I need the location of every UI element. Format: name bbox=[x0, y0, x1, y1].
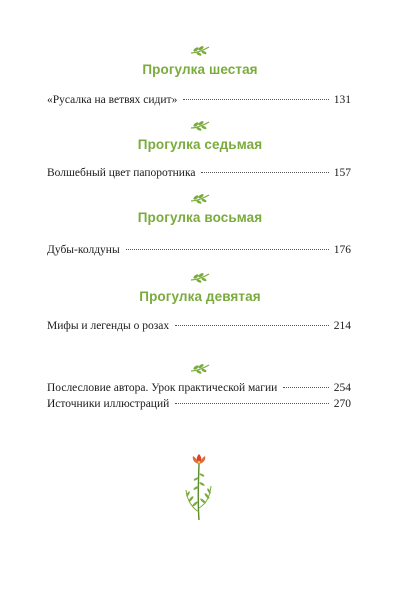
section-heading: Прогулка шестая bbox=[142, 62, 258, 77]
dot-leader bbox=[175, 325, 329, 326]
leaf-sprig-icon bbox=[189, 192, 211, 204]
toc-entry[interactable] bbox=[47, 244, 351, 260]
toc-entry[interactable] bbox=[47, 382, 351, 398]
entry-title: Мифы и легенды о розах bbox=[47, 320, 170, 332]
dot-leader bbox=[283, 387, 328, 388]
entry-title: Волшебный цвет папоротника bbox=[47, 167, 196, 179]
entry-page: 176 bbox=[333, 244, 351, 256]
section-heading: Прогулка восьмая bbox=[137, 210, 263, 225]
entry-page: 131 bbox=[333, 94, 351, 106]
leaf-sprig-icon bbox=[189, 362, 211, 374]
leaf-sprig-icon bbox=[189, 271, 211, 283]
dot-leader bbox=[183, 99, 328, 100]
entry-page: 157 bbox=[333, 167, 351, 179]
dot-leader bbox=[126, 249, 329, 250]
entry-title: Послесловие автора. Урок практической магии bbox=[47, 382, 278, 394]
entry-title: «Русалка на ветвях сидит» bbox=[47, 94, 178, 106]
entry-page: 270 bbox=[333, 398, 351, 410]
entry-page: 214 bbox=[333, 320, 351, 332]
fern-flower-icon bbox=[178, 452, 220, 522]
dot-leader bbox=[201, 172, 328, 173]
section-heading: Прогулка седьмая bbox=[137, 137, 263, 152]
leaf-sprig-icon bbox=[189, 119, 211, 131]
toc-entry[interactable] bbox=[47, 320, 351, 336]
dot-leader bbox=[175, 403, 328, 404]
toc-entry[interactable] bbox=[47, 167, 351, 183]
toc-entry[interactable] bbox=[47, 94, 351, 110]
section-heading: Прогулка девятая bbox=[139, 289, 261, 304]
toc-entry[interactable] bbox=[47, 398, 351, 414]
leaf-sprig-icon bbox=[189, 44, 211, 56]
entry-title: Дубы-колдуны bbox=[47, 244, 120, 256]
entry-page: 254 bbox=[333, 382, 351, 394]
entry-title: Источники иллюстраций bbox=[47, 398, 170, 410]
